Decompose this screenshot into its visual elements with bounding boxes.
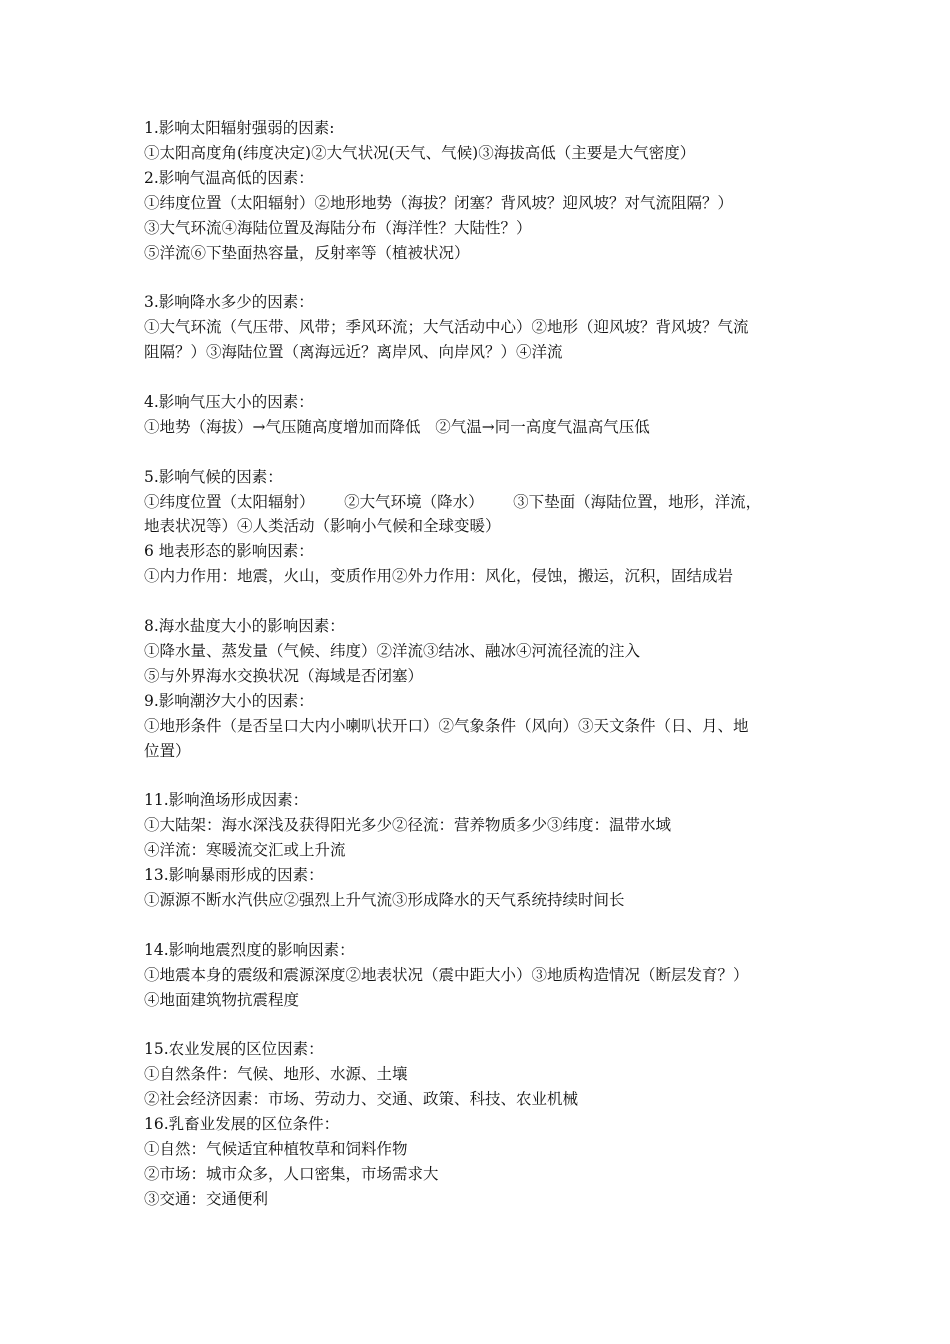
- text-line: ①自然条件：气候、地形、水源、土壤: [144, 1065, 408, 1084]
- text-line: ①地形条件（是否呈口大内小喇叭状开口）②气象条件（风向）③天文条件（日、月、地: [144, 716, 749, 735]
- text-line: ③交通：交通便利: [144, 1189, 269, 1208]
- text-line: ⑤洋流⑥下垫面热容量，反射率等（植被状况）: [144, 243, 470, 262]
- text-line: 11.影响渔场形成因素：: [144, 791, 309, 810]
- text-line: 阻隔？）③海陆位置（离海远近？离岸风、向岸风？）④洋流: [144, 343, 563, 362]
- text-line: 14.影响地震烈度的影响因素：: [144, 940, 355, 959]
- text-line: 16.乳畜业发展的区位条件：: [144, 1115, 340, 1134]
- text-line: ⑤与外界海水交换状况（海域是否闭塞）: [144, 666, 424, 685]
- document-body: [144, 116, 814, 1212]
- text-line: 3.影响降水多少的因素：: [144, 293, 314, 312]
- text-line: ①纬度位置（太阳辐射） ②大气环境（降水） ③下垫面（海陆位置，地形，洋流，: [144, 492, 762, 511]
- text-line: 6 地表形态的影响因素：: [144, 542, 314, 561]
- blank-line: [144, 764, 814, 789]
- text-line: ①源源不断水汽供应②强烈上升气流③形成降水的天气系统持续时间长: [144, 891, 625, 910]
- blank-line: [144, 265, 814, 290]
- blank-line: [144, 440, 814, 465]
- blank-line: [144, 589, 814, 614]
- text-line: ①大陆架：海水深浅及获得阳光多少②径流：营养物质多少③纬度：温带水域: [144, 816, 672, 835]
- text-line: ①地震本身的震级和震源深度②地表状况（震中距大小）③地质构造情况（断层发育？）: [144, 965, 749, 984]
- text-line: 15.农业发展的区位因素：: [144, 1040, 324, 1059]
- text-line: 9.影响潮汐大小的因素：: [144, 691, 314, 710]
- text-line: ②市场：城市众多，人口密集，市场需求大: [144, 1164, 439, 1183]
- text-line: ①太阳高度角(纬度决定)②大气状况(天气、气候)③海拔高低（主要是大气密度）: [144, 143, 696, 162]
- text-line: ①大气环流（气压带、风带；季风环流；大气活动中心）②地形（迎风坡？背风坡？气流: [144, 318, 749, 337]
- text-line: 地表状况等）④人类活动（影响小气候和全球变暖）: [144, 517, 501, 536]
- text-line: 2.影响气温高低的因素：: [144, 168, 314, 187]
- text-line: 1.影响太阳辐射强弱的因素:: [144, 119, 335, 137]
- text-line: ②社会经济因素：市场、劳动力、交通、政策、科技、农业机械: [144, 1090, 579, 1109]
- text-line: ①地势（海拔）→气压随高度增加而降低 ②气温→同一高度气温高气压低: [144, 417, 650, 436]
- text-line: ①自然：气候适宜种植牧草和饲料作物: [144, 1140, 408, 1159]
- text-line: 位置）: [144, 741, 191, 760]
- text-line: ④地面建筑物抗震程度: [144, 990, 300, 1009]
- text-line: 8.海水盐度大小的影响因素：: [144, 617, 345, 636]
- text-line: 5.影响气候的因素：: [144, 467, 283, 486]
- text-line: ③大气环流④海陆位置及海陆分布（海洋性？大陆性？）: [144, 218, 532, 237]
- blank-line: [144, 913, 814, 938]
- blank-line: [144, 365, 814, 390]
- text-line: ④洋流：寒暖流交汇或上升流: [144, 841, 346, 860]
- text-line: 4.影响气压大小的因素：: [144, 392, 314, 411]
- text-line: ①降水量、蒸发量（气候、纬度）②洋流③结冰、融冰④河流径流的注入: [144, 641, 641, 660]
- text-line: ①内力作用：地震，火山，变质作用②外力作用：风化，侵蚀，搬运，沉积，固结成岩: [144, 567, 734, 586]
- text-line: 13.影响暴雨形成的因素：: [144, 866, 324, 885]
- blank-line: [144, 1013, 814, 1038]
- text-line: ①纬度位置（太阳辐射）②地形地势（海拔？闭塞？背风坡？迎风坡？对气流阻隔？）: [144, 193, 734, 212]
